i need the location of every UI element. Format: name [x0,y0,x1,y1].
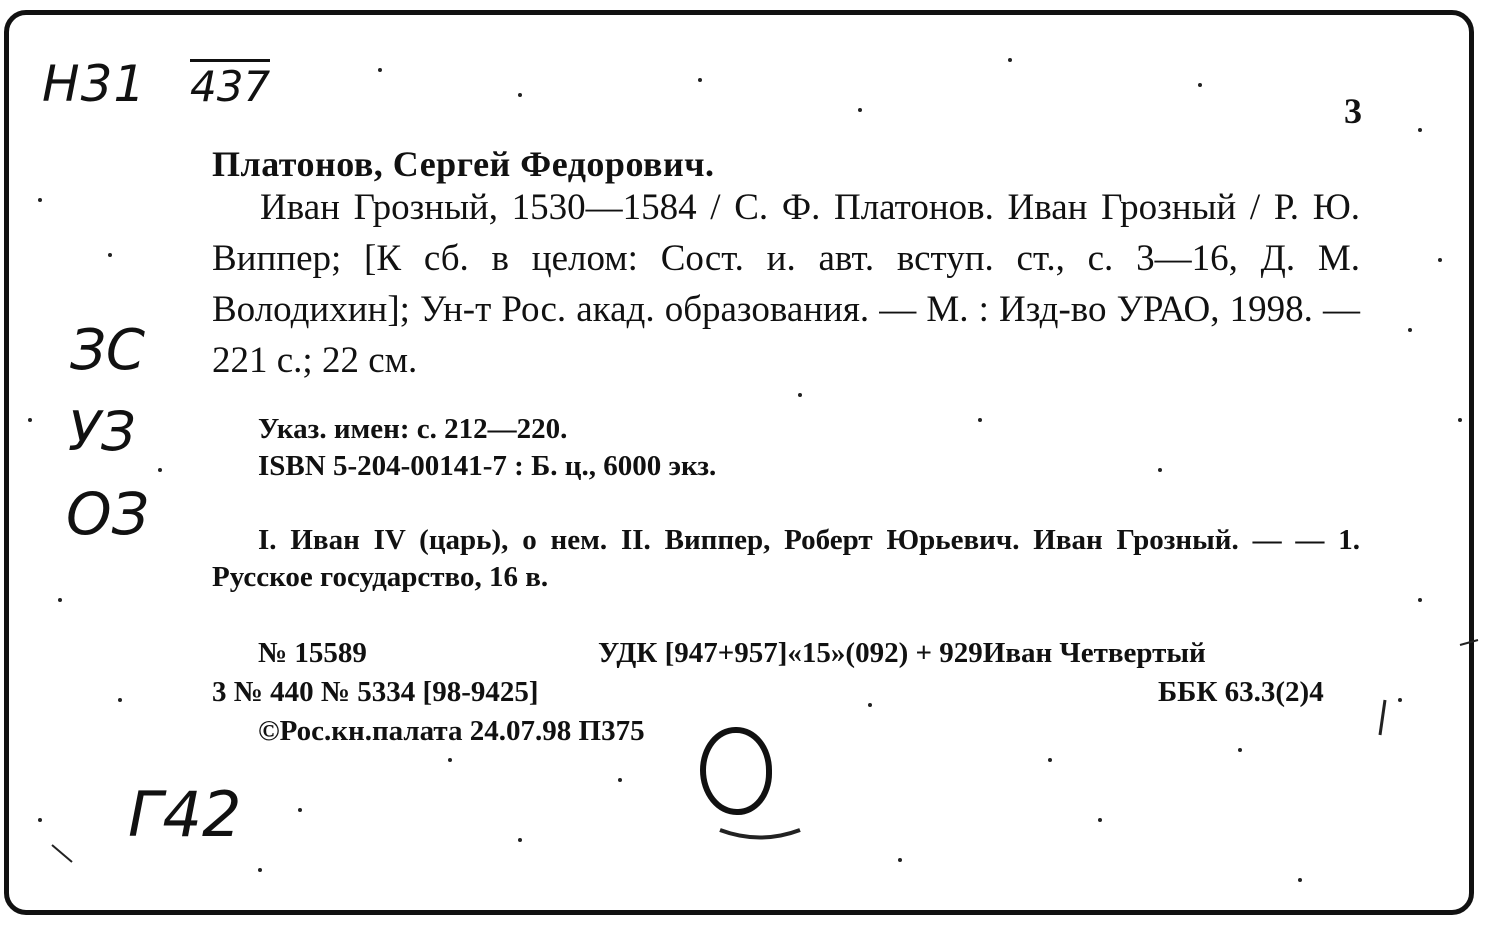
copyright-line: ©Рос.кн.палата 24.07.98 П375 [258,715,645,747]
handwritten-shelf-mark: Г42 [128,778,242,851]
handwritten-author-code: Н31 [42,55,147,113]
page-number: 3 [1344,91,1362,131]
bibliographic-description: Иван Грозный, 1530—1584 / С. Ф. Платонов. Иван Грозный / Р. Ю. Виппер; [К сб. в целом: Сост. и. авт. вступ. ст., с. 3—16, Д. М. Володихин]; Ун-т Рос. акад. образования. — М. : Изд-во УРАО, 1998. — 221 с.; 22 см. [212,187,1360,381]
record-number: № 15589 [258,637,367,669]
subject-headings: I. Иван IV (царь), о нем. II. Виппер, Роберт Юрьевич. Иван Грозный. — — 1. Русское государство, 16 в. [212,524,1360,593]
udk-classification: УДК [947+957]«15»(092) + 929Иван Четвертый [598,637,1206,669]
hole-punch-circle [700,727,772,815]
handwritten-margin-mark-2: УЗ [68,400,136,463]
bbk-classification: ББК 63.3(2)4 [1158,676,1324,708]
isbn-note: ISBN 5-204-00141-7 : Б. ц., 6000 экз. [258,450,717,482]
card-numbers: 3 № 440 № 5334 [98-9425] [212,676,539,708]
index-note: Указ. имен: с. 212—220. [258,413,568,445]
handwritten-margin-mark-3: ОЗ [66,480,149,548]
author-heading: Платонов, Сергей Федорович. [212,144,715,184]
handwritten-code-sub-text: 437 [190,59,270,111]
handwritten-margin-mark-1: ЗС [70,318,146,383]
handwritten-author-code-sub [190,62,270,111]
